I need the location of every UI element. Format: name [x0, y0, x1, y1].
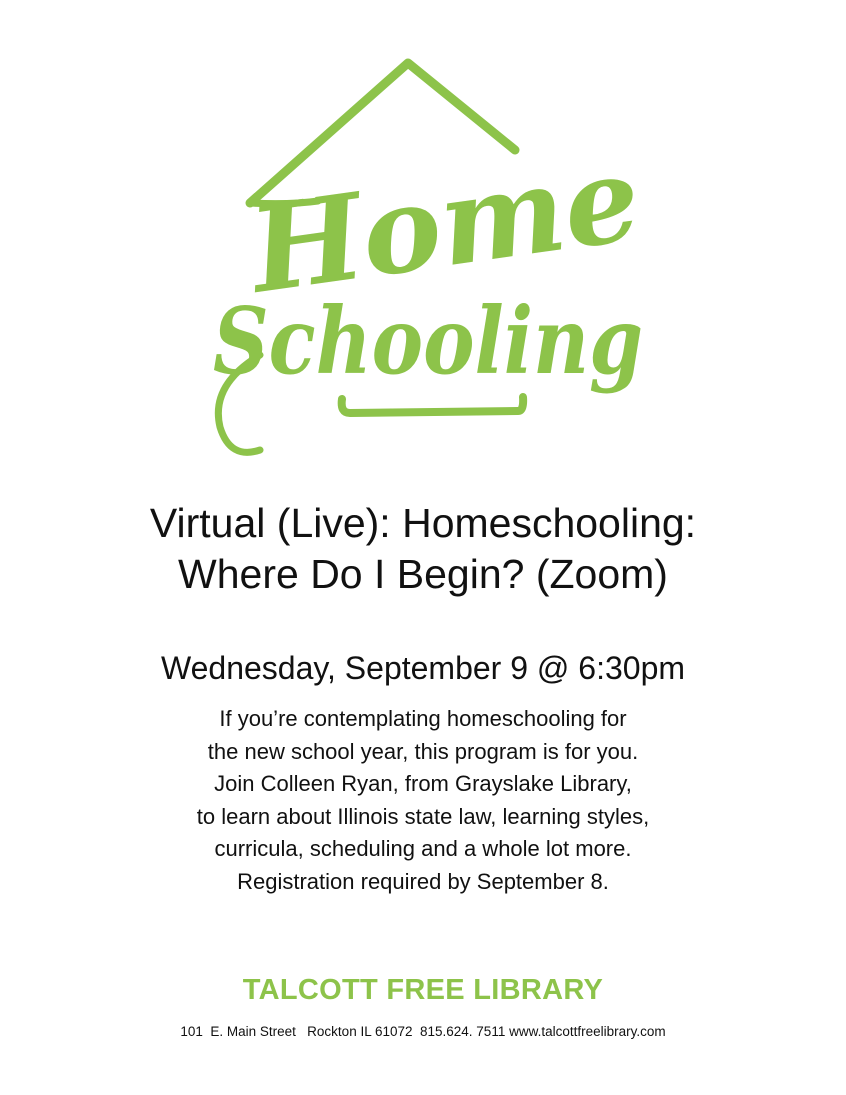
description-line: If you’re contemplating homeschooling for — [219, 706, 627, 731]
event-title-line-2: Where Do I Begin? (Zoom) — [178, 551, 668, 597]
logo-word-schooling: Schooling — [213, 287, 643, 395]
logo-word-home: Home — [242, 127, 648, 320]
event-description — [0, 703, 846, 898]
event-date-time: Wednesday, September 9 @ 6:30pm — [160, 650, 686, 686]
homeschooling-logo — [190, 55, 660, 475]
house-floor-line — [342, 397, 523, 413]
description-line: to learn about Illinois state law, learning styles, — [196, 803, 650, 829]
event-title-line-1: Virtual (Live): Homeschooling: — [149, 500, 697, 546]
library-address: 101 E. Main Street Rockton IL 61072 815.624. 7511 www.talcottfreelibrary.com — [180, 1024, 666, 1039]
description-line: Join Colleen Ryan, from Grayslake Library, — [214, 771, 632, 796]
event-title — [0, 498, 846, 600]
description-line: the new school year, this program is for you. — [207, 738, 639, 764]
house-lettering-illustration — [190, 55, 660, 475]
description-line: curricula, scheduling and a whole lot more. — [214, 836, 632, 861]
library-name: TALCOTT FREE LIBRARY — [242, 974, 604, 1006]
description-line: Registration required by September 8. — [237, 868, 609, 894]
